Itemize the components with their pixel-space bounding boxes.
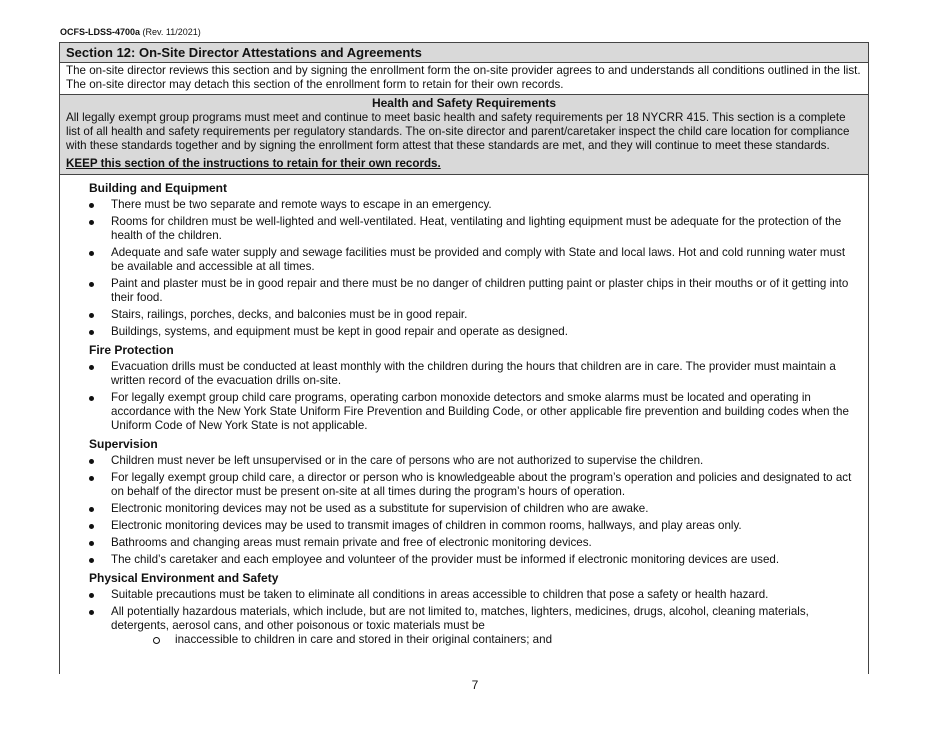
bullet-icon	[89, 203, 94, 208]
physical-list	[89, 588, 860, 647]
fire-heading: Fire Protection	[89, 343, 174, 357]
physical-heading: Physical Environment and Safety	[89, 571, 279, 585]
list-item: Adequate and safe water supply and sewage facilities must be provided and comply with State and local laws. Hot and cold running water must be available and accessible at all times.	[89, 246, 860, 274]
bullet-icon	[89, 365, 94, 370]
list-item: Paint and plaster must be in good repair and there must be no danger of children putting paint or plaster chips in their mouths or of it getting into their food.	[89, 277, 860, 305]
section-title: Section 12: On-Site Director Attestations and Agreements	[60, 43, 868, 63]
bullet-icon	[89, 610, 94, 615]
bullet-icon	[89, 459, 94, 464]
section-intro: The on-site director reviews this section and by signing the enrollment form the on-site provider agrees to and understands all conditions outlined in the list. The on-site director may detach this section of the enrollment form to retain for their own records.	[60, 63, 868, 95]
bullet-icon	[89, 558, 94, 563]
bullet-icon	[89, 313, 94, 318]
bullet-icon	[89, 507, 94, 512]
bullet-icon	[89, 396, 94, 401]
list-item: Electronic monitoring devices may not be used as a substitute for supervision of children who are awake.	[89, 502, 860, 516]
list-item: For legally exempt group child care programs, operating carbon monoxide detectors and smoke alarms must be located and operating in accordance with the New York State Uniform Fire Prevention and Building Code, or other applicable fire prevention and building codes when the Uniform Code of New York State is not applicable.	[89, 391, 860, 433]
bullet-icon	[89, 541, 94, 546]
form-revision: (Rev. 11/2021)	[142, 27, 201, 37]
bullet-icon	[89, 330, 94, 335]
form-code: OCFS-LDSS-4700a	[60, 27, 141, 37]
bullet-icon	[89, 476, 94, 481]
page-number: 7	[471, 678, 479, 692]
list-item: Evacuation drills must be conducted at least monthly with the children during the hours that children are in care. The provider must maintain a written record of the evacuation drills on-site.	[89, 360, 860, 388]
list-item: There must be two separate and remote ways to escape in an emergency.	[89, 198, 860, 212]
section-frame	[59, 42, 869, 674]
physical-sublist	[111, 633, 860, 647]
bullet-icon	[89, 282, 94, 287]
supervision-list	[89, 454, 860, 567]
bullet-icon	[89, 251, 94, 256]
list-item: All potentially hazardous materials, which include, but are not limited to, matches, lighters, medicines, drugs, alcohol, cleaning materials, detergents, aerosol cans, and other poisonous or toxic materials must be inaccessible to children in care and stored in their original containers; and	[89, 605, 860, 647]
list-item: Rooms for children must be well-lighted and well-ventilated. Heat, ventilating and lighting equipment must be adequate for the protection of the health of the children.	[89, 215, 860, 243]
list-item: Children must never be left unsupervised or in the care of persons who are not authorized to supervise the children.	[89, 454, 860, 468]
sub-list-item: inaccessible to children in care and stored in their original containers; and	[153, 633, 860, 647]
hollow-bullet-icon	[153, 637, 160, 644]
list-item: For legally exempt group child care, a director or person who is knowledgeable about the program’s operation and policies and designated to act on behalf of the director must be present on-site at all times during the program’s hours of operation.	[89, 471, 860, 499]
bullet-icon	[89, 593, 94, 598]
building-list	[89, 198, 860, 339]
list-item: Suitable precautions must be taken to eliminate all conditions in areas accessible to children that pose a safety or health hazard.	[89, 588, 860, 602]
form-identifier	[60, 27, 201, 37]
list-item: Stairs, railings, porches, decks, and balconies must be in good repair.	[89, 308, 860, 322]
health-safety-body: All legally exempt group programs must meet and continue to meet basic health and safety requirements per 18 NYCRR 415. This section is a complete list of all health and safety requirements per regulatory standards. The on-site director and parent/caretaker inspect the child care location for compliance with these standards together and by signing the enrollment form attest that these standards are met, and they will continue to meet these standards.	[66, 111, 850, 152]
keep-notice: KEEP this section of the instructions to retain for their own records.	[66, 157, 441, 170]
list-item: Buildings, systems, and equipment must be kept in good repair and operate as designed.	[89, 325, 860, 339]
bullet-icon	[89, 524, 94, 529]
health-safety-title: Health and Safety Requirements	[371, 96, 557, 110]
requirements-content	[60, 175, 868, 647]
fire-list	[89, 360, 860, 433]
supervision-heading: Supervision	[89, 437, 158, 451]
list-item: Bathrooms and changing areas must remain private and free of electronic monitoring devices.	[89, 536, 860, 550]
building-heading: Building and Equipment	[89, 181, 227, 195]
health-safety-block	[60, 95, 868, 175]
bullet-icon	[89, 220, 94, 225]
list-item: Electronic monitoring devices may be used to transmit images of children in common rooms, hallways, and play areas only.	[89, 519, 860, 533]
list-item: The child’s caretaker and each employee and volunteer of the provider must be informed if electronic monitoring devices are used.	[89, 553, 860, 567]
